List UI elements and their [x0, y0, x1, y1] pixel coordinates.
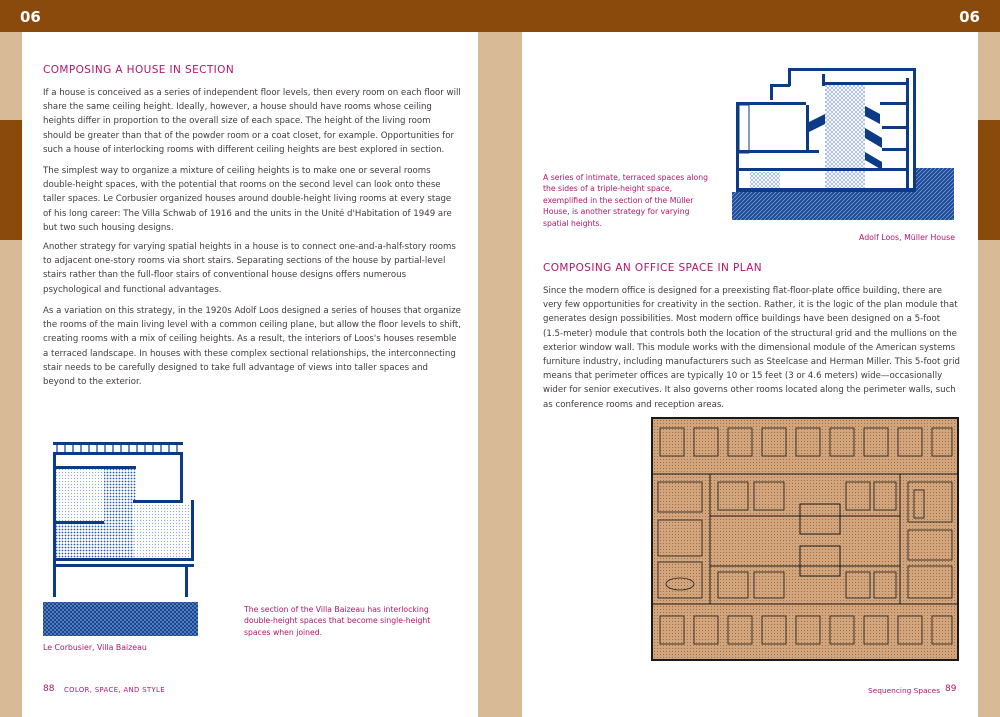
office-floor-plan-drawing [650, 416, 960, 662]
body-paragraph: If a house is conceived as a series of independent floor levels, then every room on each floor will share the same ceiling height. Ideally, however, a house should have rooms whose ceiling heights differ in proportion to the overall size of each space. The height of the living room should be greater than that of the powder room or a coat closet, for example. Opportunities for such a house of interlocking rooms with different ceiling heights are best explored in section. [43, 88, 461, 155]
running-title-left: COLOR, SPACE, AND STYLE [64, 686, 165, 694]
right-margin-tan-top [978, 32, 1000, 120]
villa-baizeau-credit: Le Corbusier, Villa Baizeau [43, 643, 147, 652]
chapter-number-left: 06 [20, 8, 41, 26]
section-heading-office: COMPOSING AN OFFICE SPACE IN PLAN [543, 262, 763, 274]
left-margin-band [0, 120, 22, 240]
running-title-right: Sequencing Spaces [868, 686, 941, 695]
muller-house-caption: A series of intimate, terraced spaces along the sides of a triple-height space, exemplified in the section of the Müller House, is another strategy for varying spatial heights. [543, 173, 708, 228]
right-margin-band [978, 120, 1000, 240]
left-margin-tan-top [0, 32, 22, 120]
gutter [478, 32, 522, 717]
body-paragraph: The simplest way to organize a mixture of ceiling heights is to make one or several rooms double-height spaces, with the potential that rooms on the second level can look onto these taller spaces. Le Corbusier organized houses around double-height living rooms at every stage of his long career: The Villa Schwab of 1916 and the units in the Unité d'Habitation of 1949 are but two such housing designs. [43, 166, 452, 233]
section-heading-house: COMPOSING A HOUSE IN SECTION [43, 64, 235, 76]
page-number-left: 88 [43, 684, 55, 694]
page-number-right: 89 [945, 684, 957, 694]
muller-house-credit: Adolf Loos, Müller House [859, 233, 955, 242]
chapter-number-right: 06 [959, 8, 980, 26]
villa-baizeau-section-drawing [43, 438, 203, 638]
chapter-band [0, 0, 1000, 32]
villa-baizeau-caption: The section of the Villa Baizeau has interlocking double-height spaces that become single-height spaces when joined. [244, 605, 431, 637]
left-margin-tan-bottom [0, 240, 22, 717]
body-paragraph: Another strategy for varying spatial heights in a house is to connect one-and-a-half-story rooms to adjacent one-story rooms via short stairs. Separating sections of the house by partial-level stairs rather than the full-floor stairs of conventional house designs offers numerous psychological and functional advantages. [43, 242, 456, 295]
body-paragraph: Since the modern office is designed for a preexisting flat-floor-plate office building, there are very few opportunities for creativity in the section. Rather, it is the logic of the plan module that generates design possibilities. Most modern office buildings have been designed on a 5-foot (1.5-meter) module that controls both the location of the structural grid and the mullions on the exterior window wall. This module works with the dimensional module of the American systems furniture industry, including manufacturers such as Steelcase and Herman Miller. This 5-foot grid means that perimeter offices are typically 10 or 15 feet (3 or 4.6 meters) wide—occasionally wider for senior executives. It also governs other rooms located along the perimeter walls, such as conference rooms and reception areas. [543, 286, 960, 410]
right-margin-tan-bottom [978, 240, 1000, 717]
body-paragraph: As a variation on this strategy, in the 1920s Adolf Loos designed a series of houses that organize the rooms of the main living level with a common ceiling plane, but allow the floor levels to shift, creating rooms with a mix of ceiling heights. As a result, the interiors of Loos's houses resemble a terraced landscape. In houses with these complex sectional relationships, the interconnecting stair needs to be carefully designed to take full advantage of views into taller spaces and beyond to the exterior. [43, 306, 461, 388]
muller-house-section-drawing [730, 62, 960, 232]
